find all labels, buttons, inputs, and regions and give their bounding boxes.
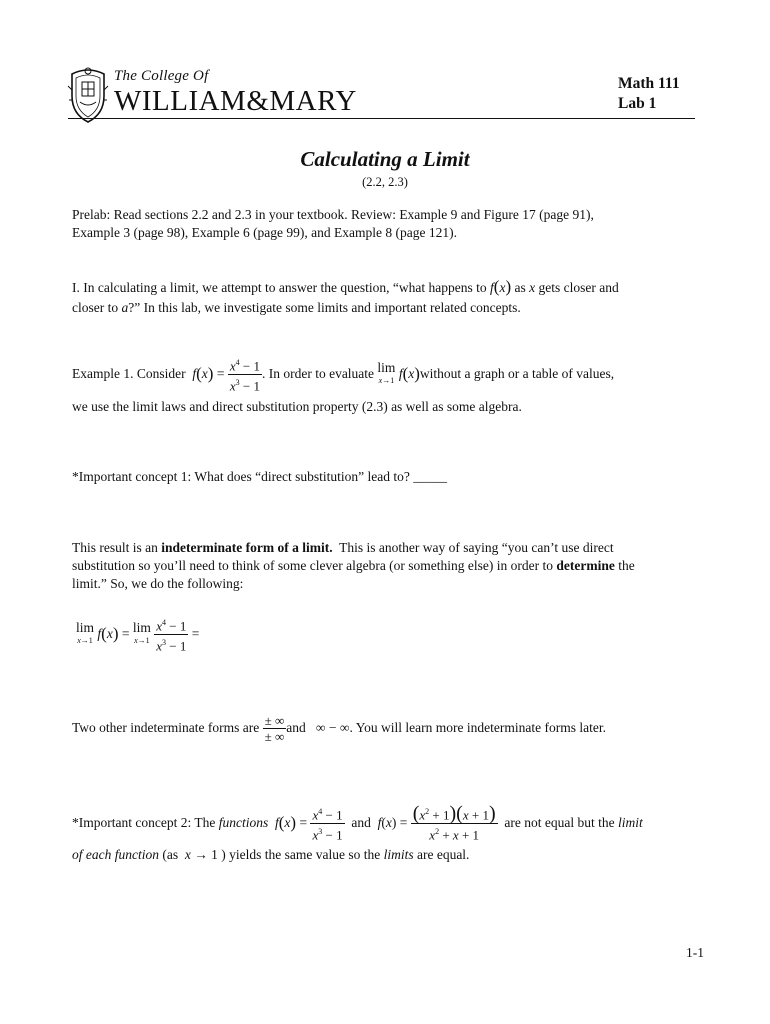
logo-college-of: The College Of xyxy=(114,68,209,84)
logo-william-mary: WILLIAM&MARY xyxy=(114,85,357,117)
important-concept-1: *Important concept 1: What does “direct substitution” lead to? _____ xyxy=(72,469,448,484)
concept2-text-e: are equal. xyxy=(416,847,470,862)
college-logo xyxy=(66,66,357,126)
section1-line-1: I. In calculating a limit, we attempt to answer the question, “what happens to f(x) as x gets closer and xyxy=(72,277,619,296)
indeterminate-line-2 xyxy=(72,557,635,575)
infinity-fraction: $\frac{\pm \infty}{\pm \infty}$ xyxy=(264,712,285,744)
concept2-of-each-function: of each function xyxy=(72,847,159,862)
concept2-text-b: are not equal but the xyxy=(504,815,615,830)
example1-line-1: Example 1. Consider f ( x ) = $\frac{x^4 - 1}{x^3 - 1}$ . In order to evaluate lim x→1 f ( x ) without a graph or a table of values, xyxy=(72,354,614,394)
example1-fraction: $\frac{x^4 - 1}{x^3 - 1}$ xyxy=(228,355,262,393)
concept2-fraction-2: $\frac{(x^2 + 1)(x + 1)}{x^2 + x + 1}$ xyxy=(412,802,496,842)
page-number: 1-1 xyxy=(686,945,704,960)
section1-line-2: closer to a?” In this lab, we investigate some limits and important related concepts. xyxy=(72,300,521,315)
important-concept-2-line-2: of each function (as x → 1 ) yields the same value so the limits are equal. xyxy=(72,847,470,862)
section1-text-b: as xyxy=(514,280,526,295)
course-info xyxy=(618,74,680,114)
concept2-fraction-1: $\frac{x^4 - 1}{x^3 - 1}$ xyxy=(310,804,344,842)
indeterminate-text-a: This result is an xyxy=(72,540,158,555)
indeterminate-line-3: limit.” So, we do the following: xyxy=(72,576,244,591)
indeterminate-line-1 xyxy=(72,539,614,557)
concept2-limit: limit xyxy=(617,815,643,830)
section-reference: (2.2, 2.3) xyxy=(362,175,408,189)
determine-bold: determine xyxy=(556,558,615,573)
page-title: Calculating a Limit xyxy=(300,147,470,171)
concept2-text-d: ) yields the same value so the xyxy=(221,847,381,862)
limit-equation: lim x→1 f ( x ) = lim x→1 $\frac{x^4 - 1}{x^3 - 1}$ = xyxy=(76,614,199,654)
other-indeterminate-forms: Two other indeterminate forms are $\frac{\pm \infty}{\pm \infty}$ and ∞ − ∞ . You will learn more indeterminate forms later. xyxy=(72,712,606,744)
prelab-line-2: Example 3 (page 98), Example 6 (page 99), and Example 8 (page 121). xyxy=(72,225,457,240)
section1-text-e: ?” In this lab, we investigate some limits and important related concepts. xyxy=(128,300,521,315)
header-divider xyxy=(68,118,695,119)
indeterminate-text-d: the xyxy=(618,558,635,573)
prelab-line-1: Prelab: Read sections 2.2 and 2.3 in your textbook. Review: Example 9 and Figure 17 (page 91), xyxy=(72,207,594,222)
concept2-text-a: *Important concept 2: The xyxy=(72,815,216,830)
example1-line-2: we use the limit laws and direct substitution property (2.3) as well as some algebra. xyxy=(72,399,522,414)
section1-text-c: gets closer and xyxy=(538,280,619,295)
other-forms-text-c: . You will learn more indeterminate forms later. xyxy=(349,720,606,735)
limit-notation: lim x→1 xyxy=(377,360,396,385)
concept2-and: and xyxy=(351,815,371,830)
indeterminate-text-c: substitution so you’ll need to think of some clever algebra (or something else) in order to xyxy=(72,558,554,573)
section1-text-d: closer to xyxy=(72,300,119,315)
limit-notation: lim x→1 xyxy=(76,620,95,645)
example1-mid: . In order to evaluate xyxy=(261,366,375,381)
lab-number: Lab 1 xyxy=(618,95,657,112)
indeterminate-text-b: This is another way of saying “you can’t use direct xyxy=(339,540,614,555)
other-forms-text-a: Two other indeterminate forms are xyxy=(72,720,260,735)
limit-fraction: $\frac{x^4 - 1}{x^3 - 1}$ xyxy=(154,615,188,653)
example1-tail: without a graph or a table of values, xyxy=(419,366,615,381)
limit-notation: lim x→1 xyxy=(132,620,151,645)
example1-lead: Example 1. Consider xyxy=(72,366,186,381)
crest-seal-icon xyxy=(66,66,110,124)
concept2-limits: limits xyxy=(383,847,414,862)
other-forms-and: and xyxy=(286,720,306,735)
concept2-functions: functions xyxy=(218,815,269,830)
concept2-text-c: (as xyxy=(162,847,179,862)
course-name: Math 111 xyxy=(618,75,680,92)
section1-text-a: I. In calculating a limit, we attempt to answer the question, “what happens to xyxy=(72,280,487,295)
important-concept-2-line-1: *Important concept 2: The functions f ( x ) = $\frac{x^4 - 1}{x^3 - 1}$ and f ( x ) = $\frac{(x^2 + 1)(x + 1)}{x^2 + x + 1}$ are not equal but the limit xyxy=(72,802,643,842)
indeterminate-bold-term: indeterminate form of a limit. xyxy=(161,540,333,555)
